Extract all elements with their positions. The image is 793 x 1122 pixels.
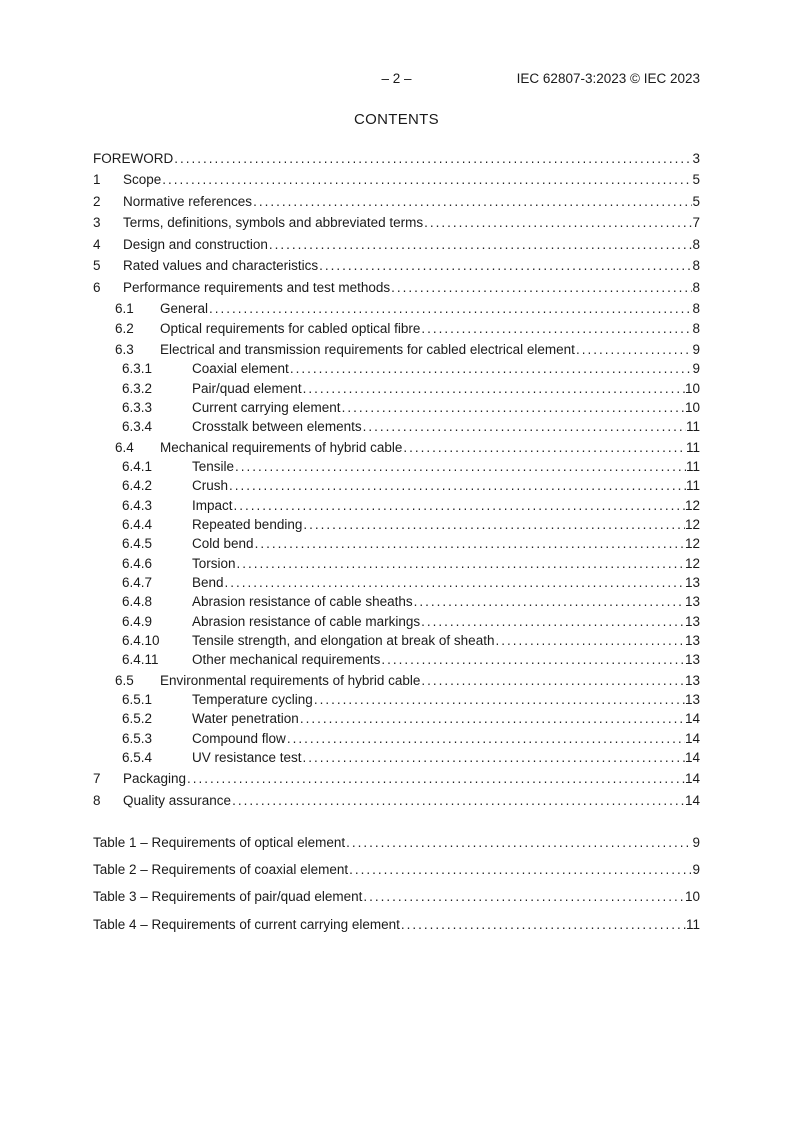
toc-entry-page: 9 — [692, 361, 700, 377]
dot-leader — [287, 729, 685, 748]
toc-entry-label: Impact — [192, 497, 233, 513]
toc-entry-number: 6.5.4 — [122, 749, 153, 765]
toc-entry-number: 6.4.8 — [122, 594, 153, 610]
toc-entry-number: 6.4.1 — [122, 459, 153, 475]
dot-leader — [319, 256, 692, 275]
toc-row[interactable] — [93, 319, 700, 338]
toc-row[interactable] — [93, 379, 700, 398]
toc-entry-label: Optical requirements for cabled optical fibre — [160, 321, 421, 337]
toc-row[interactable] — [93, 192, 700, 211]
dot-leader — [303, 748, 685, 767]
toc-entry-page: 13 — [684, 672, 700, 688]
toc-entry-page: 14 — [684, 771, 700, 787]
dot-leader — [303, 379, 685, 398]
dot-leader — [300, 709, 685, 728]
toc-row[interactable] — [93, 791, 700, 810]
toc-entry-label: Table 3 – Requirements of pair/quad element — [93, 889, 363, 905]
toc-entry-page: 12 — [684, 536, 700, 552]
dot-leader — [401, 915, 686, 934]
dot-leader — [209, 299, 692, 318]
toc-entry-page: 14 — [684, 711, 700, 727]
dot-leader — [253, 192, 692, 211]
dot-leader — [421, 671, 685, 690]
toc-entry-number: 3 — [93, 215, 101, 231]
toc-entry-number: 5 — [93, 258, 101, 274]
dot-leader — [421, 319, 692, 338]
toc-row[interactable] — [93, 398, 700, 417]
toc-entry-page: 11 — [685, 916, 700, 932]
toc-entry-label: Tensile strength, and elongation at break of sheath — [192, 632, 495, 648]
dot-leader — [363, 417, 686, 436]
toc-entry-page: 14 — [684, 749, 700, 765]
toc-entry-page: 3 — [692, 151, 700, 166]
toc-entry-number: 6.4.6 — [122, 555, 153, 571]
toc-entry-number: 1 — [93, 172, 101, 188]
toc-entry-number: 6.4.10 — [122, 632, 160, 648]
toc-entry-page: 11 — [685, 439, 700, 455]
toc-entry-label: Tensile — [192, 459, 235, 475]
toc-row[interactable] — [93, 278, 700, 297]
toc-entry-number: 6.5.2 — [122, 711, 153, 727]
toc-entry-page: 9 — [692, 862, 700, 878]
page-header — [93, 71, 700, 86]
toc-entry-label: Coaxial element — [192, 361, 289, 377]
toc-entry-number: 6.4 — [115, 439, 134, 455]
toc-entry-page: 8 — [692, 300, 700, 316]
toc-entry-label: Repeated bending — [192, 517, 303, 533]
toc-entry-label: Terms, definitions, symbols and abbreviated terms — [123, 215, 424, 231]
toc-entry-page: 13 — [684, 613, 700, 629]
toc-row[interactable] — [93, 554, 700, 573]
dot-leader — [381, 650, 685, 669]
toc-entry-page: 14 — [684, 730, 700, 746]
toc-entry-number: 6.1 — [115, 300, 134, 316]
document-reference: IEC 62807-3:2023 © IEC 2023 — [516, 71, 700, 86]
toc-row[interactable] — [93, 340, 700, 359]
toc-entry-page: 7 — [692, 215, 700, 231]
toc-entry-page: 8 — [692, 279, 700, 295]
dot-leader — [495, 631, 685, 650]
toc-entry-label: Abrasion resistance of cable sheaths — [192, 594, 413, 610]
page-number: – 2 – — [381, 71, 412, 86]
toc-entry-number: 6.4.7 — [122, 574, 153, 590]
toc-entry-label: Other mechanical requirements — [192, 652, 381, 668]
toc-entry-label: Crosstalk between elements — [192, 419, 362, 435]
toc-entry-label: Environmental requirements of hybrid cable — [160, 672, 421, 688]
toc-entry-label: Table 4 – Requirements of current carrying element — [93, 916, 400, 932]
toc-row[interactable] — [93, 860, 700, 879]
dot-leader — [234, 496, 685, 515]
dot-leader — [237, 554, 685, 573]
dot-leader — [303, 515, 685, 534]
toc-entry-page: 8 — [692, 321, 700, 337]
toc-entry-label: Rated values and characteristics — [123, 258, 319, 274]
dot-leader — [225, 573, 685, 592]
toc-row[interactable] — [93, 833, 700, 852]
toc-row[interactable] — [93, 690, 700, 709]
toc-entry-label: Bend — [192, 574, 224, 590]
toc-entry-number: 6.2 — [115, 321, 134, 337]
toc-row[interactable] — [93, 235, 700, 254]
toc-entry-number: 6.4.9 — [122, 613, 153, 629]
toc-entry-number: 6.3.4 — [122, 419, 153, 435]
toc-row[interactable] — [93, 631, 700, 650]
toc-entry-number: 6.3.1 — [122, 361, 153, 377]
toc-tables-list — [93, 833, 700, 934]
toc-entry-label: Pair/quad element — [192, 380, 302, 396]
toc-row[interactable] — [93, 213, 700, 232]
dot-leader — [421, 612, 685, 631]
toc-entry-number: 6.4.2 — [122, 478, 153, 494]
toc-entry-page: 8 — [692, 258, 700, 274]
toc-entry-label: Temperature cycling — [192, 692, 313, 708]
toc-entry-number: 6.4.11 — [122, 652, 159, 668]
toc-row[interactable] — [93, 170, 700, 189]
toc-entry-page: 5 — [692, 172, 700, 188]
toc-row[interactable] — [93, 769, 700, 788]
toc-row[interactable] — [93, 476, 700, 495]
toc-row[interactable] — [93, 457, 700, 476]
toc-entry-page: 10 — [684, 889, 700, 905]
toc-entry-label: Current carrying element — [192, 399, 341, 415]
toc-entry-label: Table 2 – Requirements of coaxial element — [93, 862, 349, 878]
toc-entry-page: 13 — [684, 652, 700, 668]
toc-row[interactable] — [93, 573, 700, 592]
toc-list — [93, 149, 700, 810]
toc-entry-page: 12 — [684, 517, 700, 533]
toc-entry-page: 13 — [684, 594, 700, 610]
toc-entry-number: 4 — [93, 236, 101, 252]
toc-entry-label: Water penetration — [192, 711, 299, 727]
toc-row[interactable] — [93, 534, 700, 553]
toc-entry-label: Crush — [192, 478, 229, 494]
dot-leader — [255, 534, 685, 553]
toc-entry-number: 6.4.4 — [122, 517, 153, 533]
toc-entry-page: 13 — [684, 632, 700, 648]
toc-entry-number: 8 — [93, 792, 101, 808]
toc-entry-number: 6.4.3 — [122, 497, 153, 513]
toc-entry-label: Packaging — [123, 771, 187, 787]
dot-leader — [174, 149, 692, 168]
toc-entry-label: Electrical and transmission requirements for cabled electrical element — [160, 341, 575, 357]
toc-entry-label: General — [160, 300, 209, 316]
toc-entry-number: 6.3.3 — [122, 399, 153, 415]
toc-row[interactable] — [93, 359, 700, 378]
toc-row[interactable] — [93, 887, 700, 906]
toc-row[interactable] — [93, 256, 700, 275]
dot-leader — [414, 592, 685, 611]
toc-row[interactable] — [93, 515, 700, 534]
toc-entry-number: 6.5.1 — [122, 692, 153, 708]
toc-entry-number: 6.4.5 — [122, 536, 153, 552]
toc-entry-number: 2 — [93, 193, 101, 209]
dot-leader — [403, 438, 686, 457]
dot-leader — [314, 690, 685, 709]
contents-title: CONTENTS — [354, 111, 439, 128]
dot-leader — [391, 278, 692, 297]
toc-row[interactable] — [93, 729, 700, 748]
dot-leader — [290, 359, 693, 378]
toc-entry-number: 6.3 — [115, 341, 134, 357]
toc-entry-number: 6.5 — [115, 672, 134, 688]
toc-entry-page: 13 — [684, 692, 700, 708]
toc-row[interactable] — [93, 149, 700, 168]
toc-entry-number: 6.5.3 — [122, 730, 153, 746]
dot-leader — [342, 398, 685, 417]
toc-entry-label: Abrasion resistance of cable markings — [192, 613, 421, 629]
toc-entry-label: Table 1 – Requirements of optical element — [93, 834, 346, 850]
toc-entry-page: 10 — [684, 380, 700, 396]
toc-entry-page: 11 — [685, 478, 700, 494]
dot-leader — [232, 791, 685, 810]
toc-entry-label: Normative references — [123, 193, 253, 209]
toc-entry-label: Compound flow — [192, 730, 286, 746]
toc-entry-page: 11 — [685, 419, 700, 435]
toc-entry-label: Mechanical requirements of hybrid cable — [160, 439, 403, 455]
toc-entry-page: 5 — [692, 193, 700, 209]
toc-entry-label: Scope — [123, 172, 162, 188]
toc-entry-page: 11 — [685, 459, 700, 475]
toc-entry-label: Torsion — [192, 555, 236, 571]
toc-entry-number: 7 — [93, 771, 101, 787]
toc-entry-number: 6 — [93, 279, 101, 295]
toc-entry-page: 9 — [692, 341, 700, 357]
toc-row[interactable] — [93, 915, 700, 934]
toc-entry-page: 13 — [684, 574, 700, 590]
toc-entry-label: UV resistance test — [192, 749, 302, 765]
dot-leader — [424, 213, 692, 232]
toc-entry-page: 14 — [684, 792, 700, 808]
toc-entry-number: 6.3.2 — [122, 380, 153, 396]
toc-entry-label: FOREWORD — [93, 151, 174, 166]
toc-entry-label: Quality assurance — [123, 792, 232, 808]
toc-row[interactable] — [93, 299, 700, 318]
toc-row[interactable] — [93, 612, 700, 631]
toc-row[interactable] — [93, 709, 700, 728]
dot-leader — [187, 769, 685, 788]
toc-row[interactable] — [93, 417, 700, 436]
dot-leader — [162, 170, 692, 189]
toc-row[interactable] — [93, 496, 700, 515]
toc-entry-label: Performance requirements and test methods — [123, 279, 391, 295]
toc-row[interactable] — [93, 650, 700, 669]
toc-row[interactable] — [93, 438, 700, 457]
toc-entry-page: 8 — [692, 236, 700, 252]
dot-leader — [576, 340, 693, 359]
toc-entry-page: 10 — [684, 399, 700, 415]
dot-leader — [346, 833, 692, 852]
dot-leader — [229, 476, 686, 495]
toc-row[interactable] — [93, 748, 700, 767]
toc-entry-page: 9 — [692, 834, 700, 850]
toc-row[interactable] — [93, 592, 700, 611]
dot-leader — [269, 235, 693, 254]
dot-leader — [363, 887, 685, 906]
toc-row[interactable] — [93, 671, 700, 690]
dot-leader — [349, 860, 692, 879]
toc-entry-label: Design and construction — [123, 236, 268, 252]
toc-entry-page: 12 — [684, 555, 700, 571]
toc-entry-page: 12 — [684, 497, 700, 513]
dot-leader — [235, 457, 686, 476]
toc-entry-label: Cold bend — [192, 536, 254, 552]
